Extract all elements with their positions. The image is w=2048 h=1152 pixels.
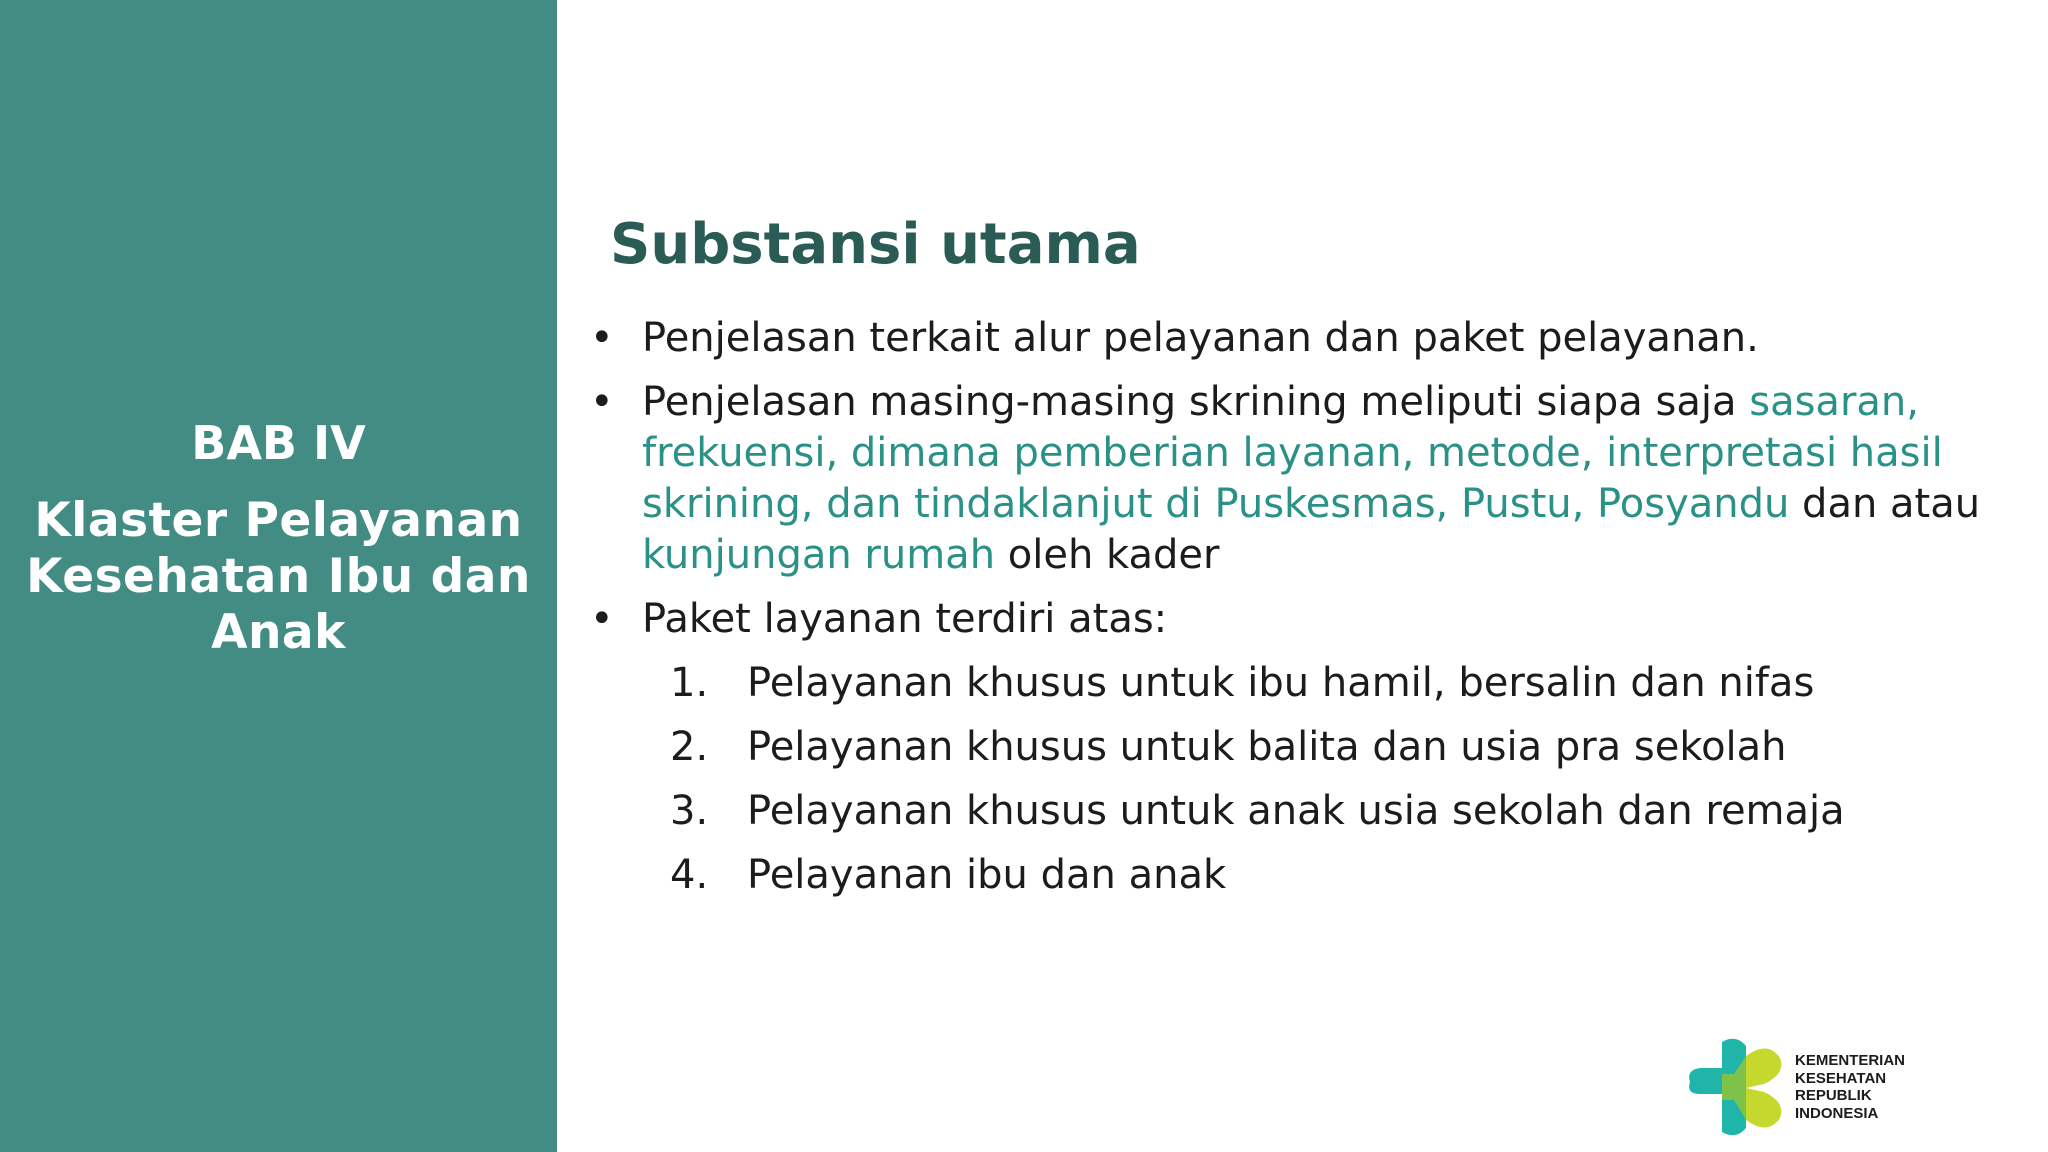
text-segment: Penjelasan masing-masing skrining meliputi siapa saja [642,379,1750,425]
content-body [590,313,1990,914]
numbered-item [670,850,1990,901]
numbered-item [670,658,1990,709]
item-text: Pelayanan khusus untuk ibu hamil, bersalin dan nifas [747,660,1815,706]
item-number: 4. [670,852,709,898]
highlighted-text-segment: sasaran, frekuensi, dimana pemberian layanan, metode, interpretasi hasil skrining, dan tindaklanjut di Puskesmas, Pustu, Posyandu [642,379,1943,527]
bullet-item [590,313,1990,364]
item-text: Pelayanan ibu dan anak [747,852,1227,898]
numbered-item [670,722,1990,773]
highlighted-text-segment: kunjungan rumah [642,532,996,578]
chapter-title-line: Anak [211,605,346,660]
kemenkes-logo [1688,1036,1948,1138]
logo-text [1795,1052,1905,1122]
item-number: 1. [670,660,709,706]
item-number: 2. [670,724,709,770]
bullet-item [590,594,1990,645]
kemenkes-logo-icon [1688,1036,1784,1138]
logo-text-line: KESEHATAN [1795,1069,1887,1087]
item-text: Pelayanan khusus untuk anak usia sekolah dan remaja [747,788,1845,834]
logo-text-line: KEMENTERIAN [1795,1052,1906,1069]
bullet-icon: • [590,315,614,361]
chapter-title-line: Kesehatan Ibu dan [26,549,531,604]
bullet-icon: • [590,379,614,425]
text-segment: oleh kader [995,532,1220,578]
chapter-label: BAB IV [191,416,366,470]
sidebar-panel [0,0,557,1152]
bullet-text [642,379,1980,578]
chapter-title [0,493,557,661]
bullet-icon: • [590,596,614,642]
item-number: 3. [670,788,709,834]
sidebar-heading [0,415,557,661]
item-text: Pelayanan khusus untuk balita dan usia pra sekolah [747,724,1787,770]
bullet-text: Penjelasan terkait alur pelayanan dan paket pelayanan. [642,315,1759,361]
chapter-title-line: Klaster Pelayanan [34,493,523,548]
numbered-list [590,658,1990,901]
logo-text-line: INDONESIA [1795,1104,1879,1122]
logo-text-line: REPUBLIK [1795,1087,1872,1104]
page-title: Substansi utama [610,212,1141,277]
text-segment: dan atau [1789,481,1981,527]
bullet-item [590,377,1990,581]
bullet-text: Paket layanan terdiri atas: [642,596,1168,642]
numbered-item [670,786,1990,837]
